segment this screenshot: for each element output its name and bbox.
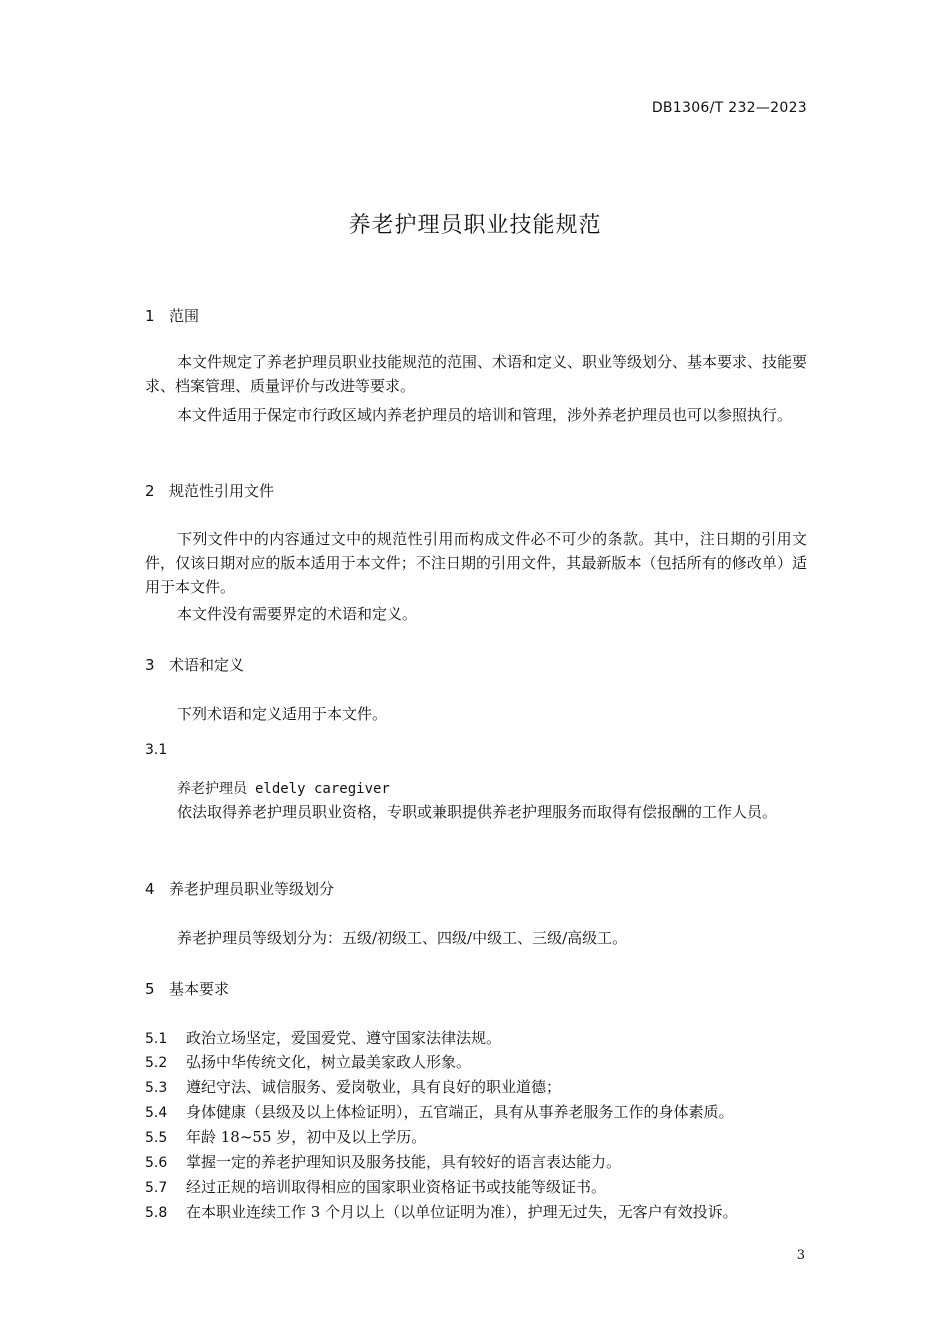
- section-number: 1: [145, 307, 155, 325]
- requirement-text: 弘扬中华传统文化，树立最美家政人形象。: [186, 1053, 472, 1071]
- section-4-text: 养老护理员等级划分为：五级/初级工、四级/中级工、三级/高级工。: [177, 929, 628, 947]
- page-number: 3: [796, 1248, 805, 1263]
- section-title: 规范性引用文件: [169, 482, 275, 500]
- requirement-item: [145, 1201, 738, 1222]
- requirement-number: 5.6: [145, 1155, 168, 1171]
- section-1-paragraph-1: 本文件规定了养老护理员职业技能规范的范围、术语和定义、职业等级划分、基本要求、技能要求、档案管理、质量评价与改进等要求。: [145, 353, 808, 395]
- requirement-text: 身体健康（县级及以上体检证明），五官端正，具有从事养老服务工作的身体素质。: [186, 1103, 734, 1121]
- section-3-intro: 下列术语和定义适用于本文件。: [177, 705, 388, 723]
- section-number: 3: [145, 656, 155, 674]
- requirement-item: [145, 1027, 501, 1048]
- requirement-item: [145, 1151, 621, 1172]
- section-2-heading: [145, 480, 274, 501]
- requirement-number: 5.7: [145, 1180, 168, 1196]
- term-chinese: 养老护理员: [177, 781, 247, 797]
- requirement-text: 遵纪守法、诚信服务、爱岗敬业，具有良好的职业道德；: [186, 1078, 562, 1096]
- section-1-paragraph-2: 本文件适用于保定市行政区域内养老护理员的培训和管理，涉外养老护理员也可以参照执行。: [177, 406, 793, 424]
- term-english: eldely caregiver: [255, 781, 390, 797]
- section-number: 2: [145, 482, 155, 500]
- section-title: 术语和定义: [169, 656, 245, 674]
- section-title: 基本要求: [169, 980, 230, 998]
- requirement-text: 年龄 18~55 岁，初中及以上学历。: [186, 1128, 427, 1146]
- requirement-item: [145, 1076, 561, 1097]
- term-entry: [177, 778, 390, 798]
- section-2-paragraph-2: 本文件没有需要界定的术语和定义。: [177, 605, 418, 623]
- section-2-paragraph-1: 下列文件中的内容通过文中的规范性引用而构成文件必不可少的条款。其中，注日期的引用文件，仅该日期对应的版本适用于本文件；不注日期的引用文件，其最新版本（包括所有的修改单）适用于本文件。: [145, 530, 807, 596]
- term-definition: 依法取得养老护理员职业资格，专职或兼职提供养老护理服务而取得有偿报酬的工作人员。: [177, 803, 778, 821]
- section-4-heading: [145, 878, 334, 899]
- requirement-text: 经过正规的培训取得相应的国家职业资格证书或技能等级证书。: [186, 1178, 607, 1196]
- document-title: 养老护理员职业技能规范: [348, 213, 602, 238]
- requirement-item: [145, 1051, 471, 1072]
- requirement-number: 5.1: [145, 1031, 168, 1047]
- section-title: 范围: [169, 307, 200, 325]
- section-number: 5: [145, 980, 155, 998]
- requirement-text: 掌握一定的养老护理知识及服务技能，具有较好的语言表达能力。: [186, 1153, 622, 1171]
- requirement-number: 5.3: [145, 1080, 168, 1096]
- section-number: 4: [145, 880, 155, 898]
- requirement-text: 在本职业连续工作 3 个月以上（以单位证明为准），护理无过失，无客户有效投诉。: [186, 1203, 738, 1221]
- requirement-number: 5.2: [145, 1055, 168, 1071]
- requirement-item: [145, 1126, 426, 1147]
- requirement-item: [145, 1176, 606, 1197]
- section-5-heading: [145, 978, 229, 999]
- section-title: 养老护理员职业等级划分: [169, 880, 335, 898]
- term-number: 3.1: [145, 742, 168, 758]
- requirement-text: 政治立场坚定，爱国爱党、遵守国家法律法规。: [186, 1029, 502, 1047]
- section-3-heading: [145, 654, 244, 675]
- requirement-number: 5.5: [145, 1130, 168, 1146]
- requirement-number: 5.4: [145, 1105, 168, 1121]
- requirement-item: [145, 1101, 734, 1122]
- standard-code: DB1306/T 232—2023: [651, 100, 807, 116]
- section-1-heading: [145, 305, 199, 326]
- requirement-number: 5.8: [145, 1205, 168, 1221]
